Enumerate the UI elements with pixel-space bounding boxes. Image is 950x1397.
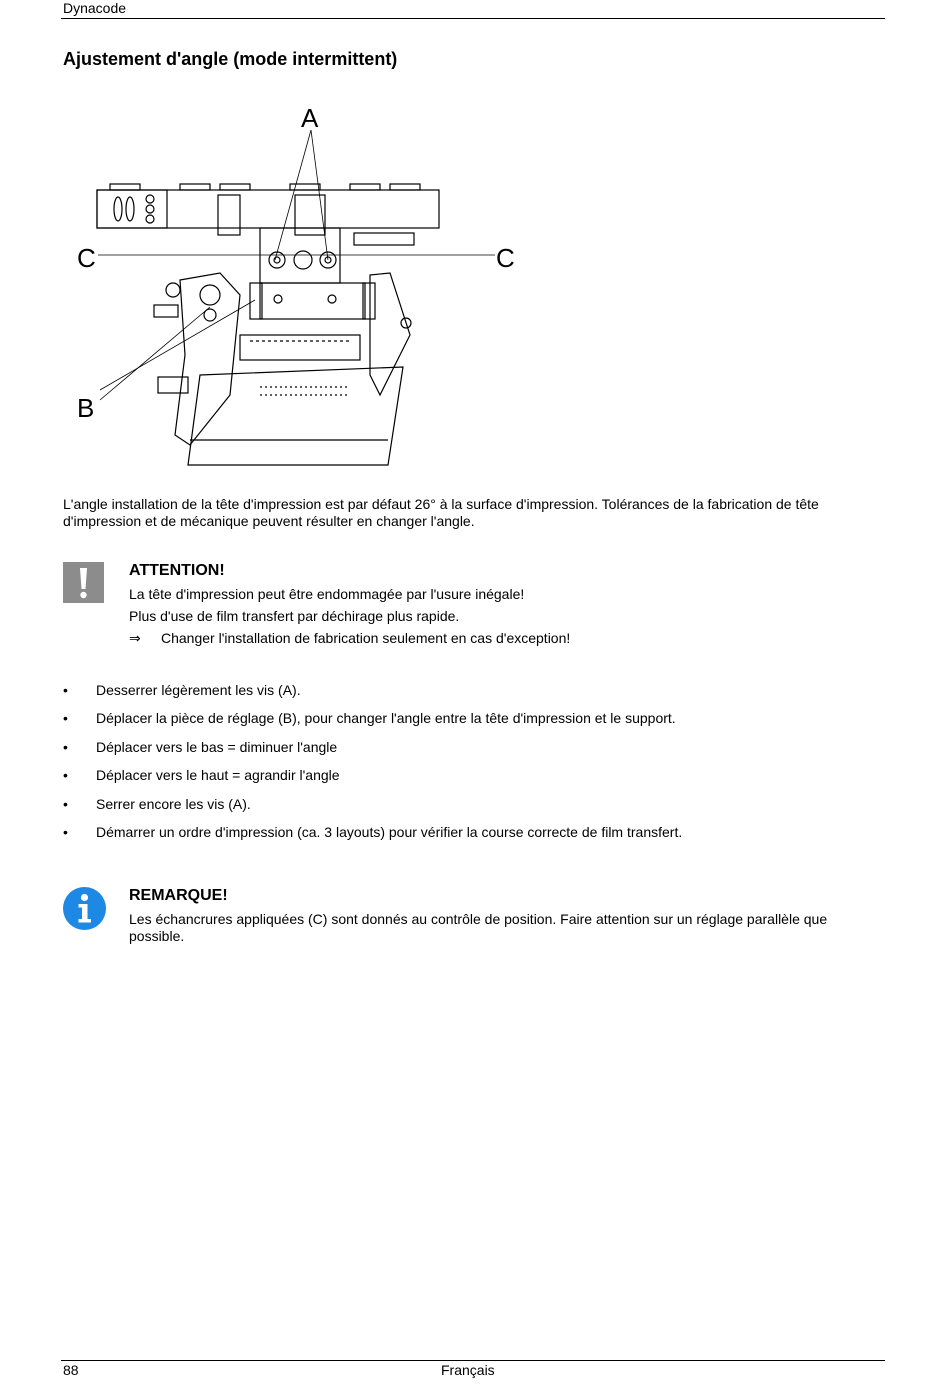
footer-language: Français xyxy=(441,1362,495,1378)
section-title: Ajustement d'angle (mode intermittent) xyxy=(63,49,398,69)
page-number: 88 xyxy=(63,1362,79,1378)
step-text: Déplacer vers le bas = diminuer l'angle xyxy=(96,738,338,755)
intro-paragraph: L'angle installation de la tête d'impression est par défaut 26° à la surface d'impression. Tolérances de la fabrication de tête d'impression et de mécanique peuvent résulter en changer l'angle. xyxy=(63,496,819,529)
bullet-icon: • xyxy=(63,682,68,698)
warning-exclamation-icon xyxy=(63,562,104,603)
remark-body xyxy=(129,887,859,950)
list-item xyxy=(63,682,883,710)
bullet-icon: • xyxy=(63,823,68,840)
step-text: Démarrer un ordre d'impression (ca. 3 layouts) pour vérifier la course correcte de film transfert. xyxy=(96,823,683,840)
arrow-right-icon: ⇒ xyxy=(129,631,141,647)
callout-c-left: C xyxy=(77,243,96,273)
list-item xyxy=(63,710,883,738)
step-text: Déplacer la pièce de réglage (B), pour changer l'angle entre la tête d'impression et le support. xyxy=(96,710,676,727)
step-text: Déplacer vers le haut = agrandir l'angle xyxy=(96,767,340,784)
list-item xyxy=(63,739,883,767)
list-item xyxy=(63,796,883,824)
attention-line: Plus d'use de film transfert par déchirage plus rapide. xyxy=(129,608,460,624)
step-text: Serrer encore les vis (A). xyxy=(96,795,251,812)
bullet-icon: • xyxy=(63,710,68,727)
attention-action xyxy=(129,630,859,648)
attention-action-text: Changer l'installation de fabrication seulement en cas d'exception! xyxy=(161,630,571,646)
header-divider xyxy=(61,18,885,19)
list-item xyxy=(63,824,883,852)
list-item xyxy=(63,767,883,795)
step-text: Desserrer légèrement les vis (A). xyxy=(96,682,301,698)
bullet-icon: • xyxy=(63,795,68,812)
bullet-icon: • xyxy=(63,738,68,755)
attention-heading: ATTENTION! xyxy=(129,562,225,579)
attention-line: La tête d'impression peut être endommagée par l'usure inégale! xyxy=(129,586,525,602)
bullet-icon: • xyxy=(63,767,68,784)
callout-c-right: C xyxy=(496,243,515,273)
remark-heading: REMARQUE! xyxy=(129,887,228,904)
footer-divider xyxy=(61,1360,885,1361)
attention-body xyxy=(129,562,859,648)
procedure-steps xyxy=(63,682,883,852)
callout-b: B xyxy=(77,393,95,423)
header-title: Dynacode xyxy=(63,0,127,16)
info-icon xyxy=(63,887,106,930)
printhead-angle-diagram xyxy=(70,95,530,475)
callout-a: A xyxy=(301,103,319,133)
remark-text: Les échancrures appliquées (C) sont donnés au contrôle de position. Faire attention sur un réglage parallèle que possible. xyxy=(129,911,828,944)
